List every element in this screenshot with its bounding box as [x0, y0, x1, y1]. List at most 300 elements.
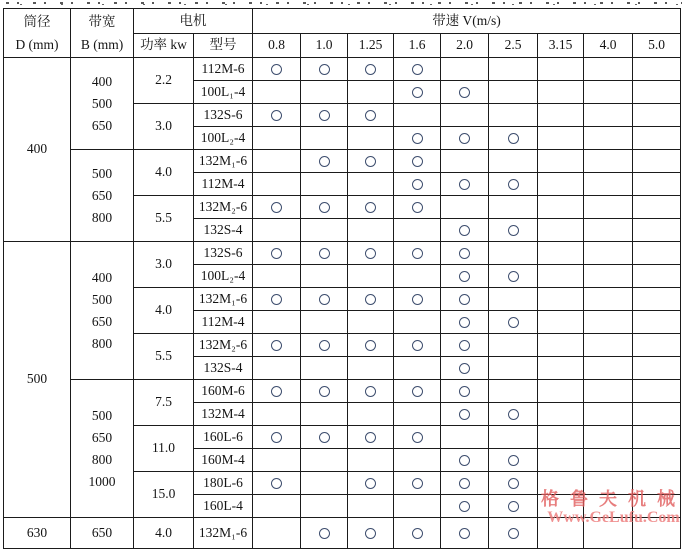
speed-mark-cell [489, 242, 538, 265]
speed-mark-cell [489, 380, 538, 403]
speed-mark-cell [441, 150, 489, 173]
speed-mark-cell [633, 449, 681, 472]
speed-mark-cell [489, 58, 538, 81]
speed-mark-cell [489, 173, 538, 196]
circle-mark [459, 294, 470, 305]
circle-mark [271, 202, 282, 213]
belt-width-value: 400 [91, 73, 113, 89]
speed-mark-cell [348, 334, 394, 357]
speed-mark-cell [489, 196, 538, 219]
speed-mark-cell [633, 334, 681, 357]
motor-model-cell: 132S-4 [194, 357, 253, 380]
speed-mark-cell [394, 495, 441, 518]
speed-mark-cell [489, 334, 538, 357]
speed-mark-cell [253, 334, 301, 357]
speed-mark-cell [394, 311, 441, 334]
belt-width-value: 500 [91, 407, 113, 423]
speed-mark-cell [348, 242, 394, 265]
circle-mark [365, 64, 376, 75]
circle-mark [319, 248, 330, 259]
speed-mark-cell [489, 357, 538, 380]
speed-mark-cell [538, 219, 584, 242]
drum-diameter-cell: 630 [4, 518, 71, 549]
speed-mark-cell [584, 311, 633, 334]
circle-mark [459, 179, 470, 190]
header-drum-diameter [4, 9, 71, 58]
circle-mark [459, 317, 470, 328]
header-speed-4.0: 4.0 [584, 34, 633, 58]
speed-mark-cell [538, 265, 584, 288]
speed-mark-cell [538, 472, 584, 495]
speed-mark-cell [584, 104, 633, 127]
circle-mark [365, 110, 376, 121]
speed-mark-cell [489, 311, 538, 334]
motor-model-cell: 100L₂-4 [194, 127, 253, 150]
speed-mark-cell [633, 81, 681, 104]
speed-mark-cell [441, 219, 489, 242]
belt-width-value: 650 [91, 429, 113, 445]
circle-mark [319, 294, 330, 305]
speed-mark-cell [538, 334, 584, 357]
circle-mark [412, 432, 423, 443]
speed-mark-cell [348, 449, 394, 472]
speed-mark-cell [301, 173, 348, 196]
speed-mark-cell [301, 518, 348, 549]
speed-mark-cell [538, 242, 584, 265]
circle-mark [271, 340, 282, 351]
speed-mark-cell [584, 380, 633, 403]
circle-mark [365, 156, 376, 167]
circle-mark [365, 528, 376, 539]
motor-model-cell: 132S-6 [194, 104, 253, 127]
speed-mark-cell [301, 150, 348, 173]
belt-width-value: 800 [91, 209, 113, 225]
header-drum-diameter-unit: D (mm) [15, 37, 59, 52]
circle-mark [412, 133, 423, 144]
circle-mark [412, 179, 423, 190]
circle-mark [412, 386, 423, 397]
speed-mark-cell [584, 81, 633, 104]
circle-mark [508, 179, 519, 190]
circle-mark [459, 386, 470, 397]
header-belt-width [71, 9, 134, 58]
speed-mark-cell [253, 58, 301, 81]
watermark-brand-text: 格鲁夫机械 [541, 489, 686, 509]
motor-power-cell: 7.5 [134, 380, 194, 426]
speed-mark-cell [584, 449, 633, 472]
speed-mark-cell [253, 288, 301, 311]
speed-mark-cell [348, 403, 394, 426]
speed-mark-cell [538, 127, 584, 150]
belt-width-value: 800 [91, 451, 113, 467]
speed-mark-cell [301, 334, 348, 357]
circle-mark [271, 294, 282, 305]
speed-mark-cell [394, 81, 441, 104]
motor-model-cell: 112M-4 [194, 173, 253, 196]
speed-mark-cell [633, 518, 681, 549]
circle-mark [459, 478, 470, 489]
speed-mark-cell [253, 472, 301, 495]
speed-mark-cell [633, 357, 681, 380]
motor-model-cell: 132M₂-6 [194, 196, 253, 219]
motor-power-cell: 4.0 [134, 518, 194, 549]
motor-power-cell: 11.0 [134, 426, 194, 472]
speed-mark-cell [441, 104, 489, 127]
speed-mark-cell [584, 242, 633, 265]
speed-mark-cell [584, 518, 633, 549]
speed-mark-cell [633, 495, 681, 518]
speed-mark-cell [394, 104, 441, 127]
circle-mark [412, 64, 423, 75]
belt-width-cell [71, 242, 134, 380]
motor-model-cell: 112M-4 [194, 311, 253, 334]
speed-mark-cell [489, 472, 538, 495]
speed-mark-cell [394, 58, 441, 81]
circle-mark [319, 64, 330, 75]
speed-mark-cell [633, 472, 681, 495]
drum-diameter-cell: 500 [4, 242, 71, 518]
speed-mark-cell [489, 104, 538, 127]
circle-mark [508, 528, 519, 539]
speed-mark-cell [301, 104, 348, 127]
header-motor: 电机 [134, 9, 253, 34]
speed-mark-cell [538, 311, 584, 334]
circle-mark [508, 478, 519, 489]
speed-mark-cell [441, 173, 489, 196]
speed-mark-cell [489, 265, 538, 288]
speed-mark-cell [584, 127, 633, 150]
speed-mark-cell [633, 311, 681, 334]
speed-mark-cell [348, 265, 394, 288]
speed-mark-cell [489, 495, 538, 518]
speed-mark-cell [489, 219, 538, 242]
speed-mark-cell [441, 380, 489, 403]
speed-mark-cell [348, 219, 394, 242]
header-speed-2.5: 2.5 [489, 34, 538, 58]
speed-mark-cell [253, 311, 301, 334]
speed-mark-cell [394, 196, 441, 219]
circle-mark [459, 340, 470, 351]
speed-mark-cell [348, 472, 394, 495]
speed-mark-cell [633, 196, 681, 219]
circle-mark [319, 528, 330, 539]
motor-power-cell: 4.0 [134, 288, 194, 334]
table-row [4, 150, 681, 173]
speed-mark-cell [394, 150, 441, 173]
speed-mark-cell [348, 518, 394, 549]
speed-mark-cell [348, 357, 394, 380]
speed-mark-cell [253, 150, 301, 173]
header-speed-0.8: 0.8 [253, 34, 301, 58]
circle-mark [459, 501, 470, 512]
circle-mark [271, 110, 282, 121]
circle-mark [271, 386, 282, 397]
circle-mark [508, 501, 519, 512]
circle-mark [365, 432, 376, 443]
motor-model-cell: 132S-6 [194, 242, 253, 265]
table-row [4, 518, 681, 549]
circle-mark [412, 202, 423, 213]
speed-mark-cell [394, 426, 441, 449]
speed-mark-cell [301, 449, 348, 472]
motor-model-cell: 132M-4 [194, 403, 253, 426]
speed-mark-cell [584, 403, 633, 426]
circle-mark [319, 110, 330, 121]
motor-model-cell: 132M₁-6 [194, 150, 253, 173]
speed-mark-cell [348, 127, 394, 150]
speed-mark-cell [584, 472, 633, 495]
motor-power-cell: 3.0 [134, 242, 194, 288]
circle-mark [365, 202, 376, 213]
speed-mark-cell [348, 196, 394, 219]
circle-mark [271, 478, 282, 489]
speed-mark-cell [394, 357, 441, 380]
circle-mark [459, 271, 470, 282]
speed-mark-cell [441, 495, 489, 518]
motor-model-cell: 160M-4 [194, 449, 253, 472]
speed-mark-cell [584, 219, 633, 242]
motor-power-cell: 15.0 [134, 472, 194, 518]
drum-diameter-cell: 400 [4, 58, 71, 242]
header-drum-diameter-cn: 筒径 [23, 14, 51, 29]
motor-model-cell: 160M-6 [194, 380, 253, 403]
speed-mark-cell [538, 380, 584, 403]
speed-mark-cell [633, 104, 681, 127]
motor-model-cell: 100L₁-4 [194, 81, 253, 104]
speed-mark-cell [348, 380, 394, 403]
motor-model-cell: 132M₂-6 [194, 334, 253, 357]
speed-mark-cell [584, 173, 633, 196]
speed-mark-cell [633, 242, 681, 265]
speed-mark-cell [348, 58, 394, 81]
speed-mark-cell [538, 357, 584, 380]
speed-mark-cell [394, 403, 441, 426]
circle-mark [319, 432, 330, 443]
motor-model-cell: 160L-4 [194, 495, 253, 518]
speed-mark-cell [538, 449, 584, 472]
speed-mark-cell [301, 242, 348, 265]
speed-mark-cell [253, 196, 301, 219]
speed-mark-cell [348, 426, 394, 449]
circle-mark [365, 340, 376, 351]
speed-mark-cell [301, 127, 348, 150]
speed-mark-cell [538, 288, 584, 311]
belt-width-cell [71, 518, 134, 549]
belt-width-value: 400 [91, 269, 113, 285]
speed-mark-cell [584, 495, 633, 518]
motor-model-cell: 160L-6 [194, 426, 253, 449]
belt-speed-selection-table [3, 8, 681, 549]
speed-mark-cell [441, 426, 489, 449]
speed-mark-cell [394, 518, 441, 549]
motor-model-cell: 180L-6 [194, 472, 253, 495]
speed-mark-cell [441, 403, 489, 426]
circle-mark [271, 248, 282, 259]
speed-mark-cell [301, 380, 348, 403]
circle-mark [319, 156, 330, 167]
speed-mark-cell [441, 518, 489, 549]
motor-model-cell: 132M₁-6 [194, 288, 253, 311]
circle-mark [508, 271, 519, 282]
circle-mark [412, 478, 423, 489]
speed-mark-cell [584, 150, 633, 173]
speed-mark-cell [301, 403, 348, 426]
circle-mark [412, 294, 423, 305]
speed-mark-cell [301, 357, 348, 380]
belt-width-value: 500 [91, 165, 113, 181]
speed-mark-cell [441, 472, 489, 495]
circle-mark [459, 528, 470, 539]
speed-mark-cell [301, 288, 348, 311]
circle-mark [365, 386, 376, 397]
circle-mark [365, 248, 376, 259]
belt-width-value: 650 [91, 187, 113, 203]
speed-mark-cell [538, 81, 584, 104]
circle-mark [271, 432, 282, 443]
circle-mark [365, 478, 376, 489]
speed-mark-cell [633, 403, 681, 426]
speed-mark-cell [348, 311, 394, 334]
speed-mark-cell [489, 449, 538, 472]
header-belt-width-cn: 带宽 [88, 14, 116, 29]
speed-mark-cell [441, 81, 489, 104]
speed-mark-cell [348, 173, 394, 196]
speed-mark-cell [538, 58, 584, 81]
motor-power-cell: 2.2 [134, 58, 194, 104]
circle-mark [412, 87, 423, 98]
speed-mark-cell [253, 173, 301, 196]
circle-mark [459, 87, 470, 98]
speed-mark-cell [441, 449, 489, 472]
speed-mark-cell [489, 81, 538, 104]
speed-mark-cell [538, 196, 584, 219]
speed-mark-cell [584, 334, 633, 357]
circle-mark [508, 317, 519, 328]
belt-width-value: 1000 [88, 473, 116, 489]
speed-mark-cell [633, 173, 681, 196]
speed-mark-cell [301, 426, 348, 449]
speed-mark-cell [633, 150, 681, 173]
cropped-title-remnant [6, 0, 682, 5]
speed-mark-cell [394, 334, 441, 357]
speed-mark-cell [489, 288, 538, 311]
header-speed-5.0: 5.0 [633, 34, 681, 58]
circle-mark [412, 528, 423, 539]
speed-mark-cell [633, 380, 681, 403]
motor-model-cell: 112M-6 [194, 58, 253, 81]
belt-width-cell [71, 58, 134, 150]
speed-mark-cell [538, 104, 584, 127]
speed-mark-cell [253, 518, 301, 549]
speed-mark-cell [253, 357, 301, 380]
speed-mark-cell [394, 265, 441, 288]
speed-mark-cell [538, 426, 584, 449]
circle-mark [508, 409, 519, 420]
circle-mark [412, 340, 423, 351]
circle-mark [319, 340, 330, 351]
speed-mark-cell [489, 127, 538, 150]
header-speed-3.15: 3.15 [538, 34, 584, 58]
speed-mark-cell [301, 472, 348, 495]
speed-mark-cell [394, 472, 441, 495]
speed-mark-cell [394, 219, 441, 242]
speed-mark-cell [633, 127, 681, 150]
circle-mark [459, 409, 470, 420]
circle-mark [365, 294, 376, 305]
speed-mark-cell [633, 265, 681, 288]
belt-width-value: 650 [91, 117, 113, 133]
speed-mark-cell [301, 58, 348, 81]
header-belt-width-unit: B (mm) [80, 37, 124, 52]
speed-mark-cell [253, 127, 301, 150]
circle-mark [459, 363, 470, 374]
circle-mark [271, 64, 282, 75]
speed-mark-cell [633, 426, 681, 449]
header-belt-speed: 带速 V(m/s) [253, 9, 681, 34]
speed-mark-cell [253, 403, 301, 426]
speed-mark-cell [253, 380, 301, 403]
speed-mark-cell [633, 288, 681, 311]
speed-mark-cell [584, 196, 633, 219]
motor-model-cell: 132M₁-6 [194, 518, 253, 549]
speed-mark-cell [394, 127, 441, 150]
header-speed-1.0: 1.0 [301, 34, 348, 58]
table-row [4, 380, 681, 403]
speed-mark-cell [441, 196, 489, 219]
circle-mark [508, 133, 519, 144]
circle-mark [412, 156, 423, 167]
speed-mark-cell [348, 81, 394, 104]
speed-mark-cell [301, 196, 348, 219]
speed-mark-cell [394, 288, 441, 311]
speed-mark-cell [633, 219, 681, 242]
speed-mark-cell [441, 311, 489, 334]
belt-width-value: 800 [91, 335, 113, 351]
speed-mark-cell [489, 426, 538, 449]
circle-mark [319, 202, 330, 213]
motor-model-cell: 100L₂-4 [194, 265, 253, 288]
circle-mark [459, 248, 470, 259]
speed-mark-cell [253, 495, 301, 518]
speed-mark-cell [584, 288, 633, 311]
watermark-url-text: Www.GeLufu.Com [547, 509, 680, 526]
belt-width-value: 500 [91, 95, 113, 111]
circle-mark [319, 386, 330, 397]
header-speed-1.6: 1.6 [394, 34, 441, 58]
header-motor-model: 型号 [194, 34, 253, 58]
motor-model-cell: 132S-4 [194, 219, 253, 242]
speed-mark-cell [253, 449, 301, 472]
speed-mark-cell [633, 58, 681, 81]
circle-mark [508, 455, 519, 466]
speed-mark-cell [394, 242, 441, 265]
belt-width-value: 650 [91, 313, 113, 329]
belt-width-cell [71, 150, 134, 242]
belt-width-value: 500 [91, 291, 113, 307]
speed-mark-cell [348, 288, 394, 311]
table-row [4, 242, 681, 265]
speed-mark-cell [538, 403, 584, 426]
header-motor-power: 功率 kw [134, 34, 194, 58]
speed-mark-cell [538, 495, 584, 518]
table-row [4, 58, 681, 81]
circle-mark [459, 133, 470, 144]
speed-mark-cell [584, 265, 633, 288]
circle-mark [508, 225, 519, 236]
speed-mark-cell [301, 495, 348, 518]
speed-mark-cell [441, 58, 489, 81]
motor-power-cell: 5.5 [134, 196, 194, 242]
